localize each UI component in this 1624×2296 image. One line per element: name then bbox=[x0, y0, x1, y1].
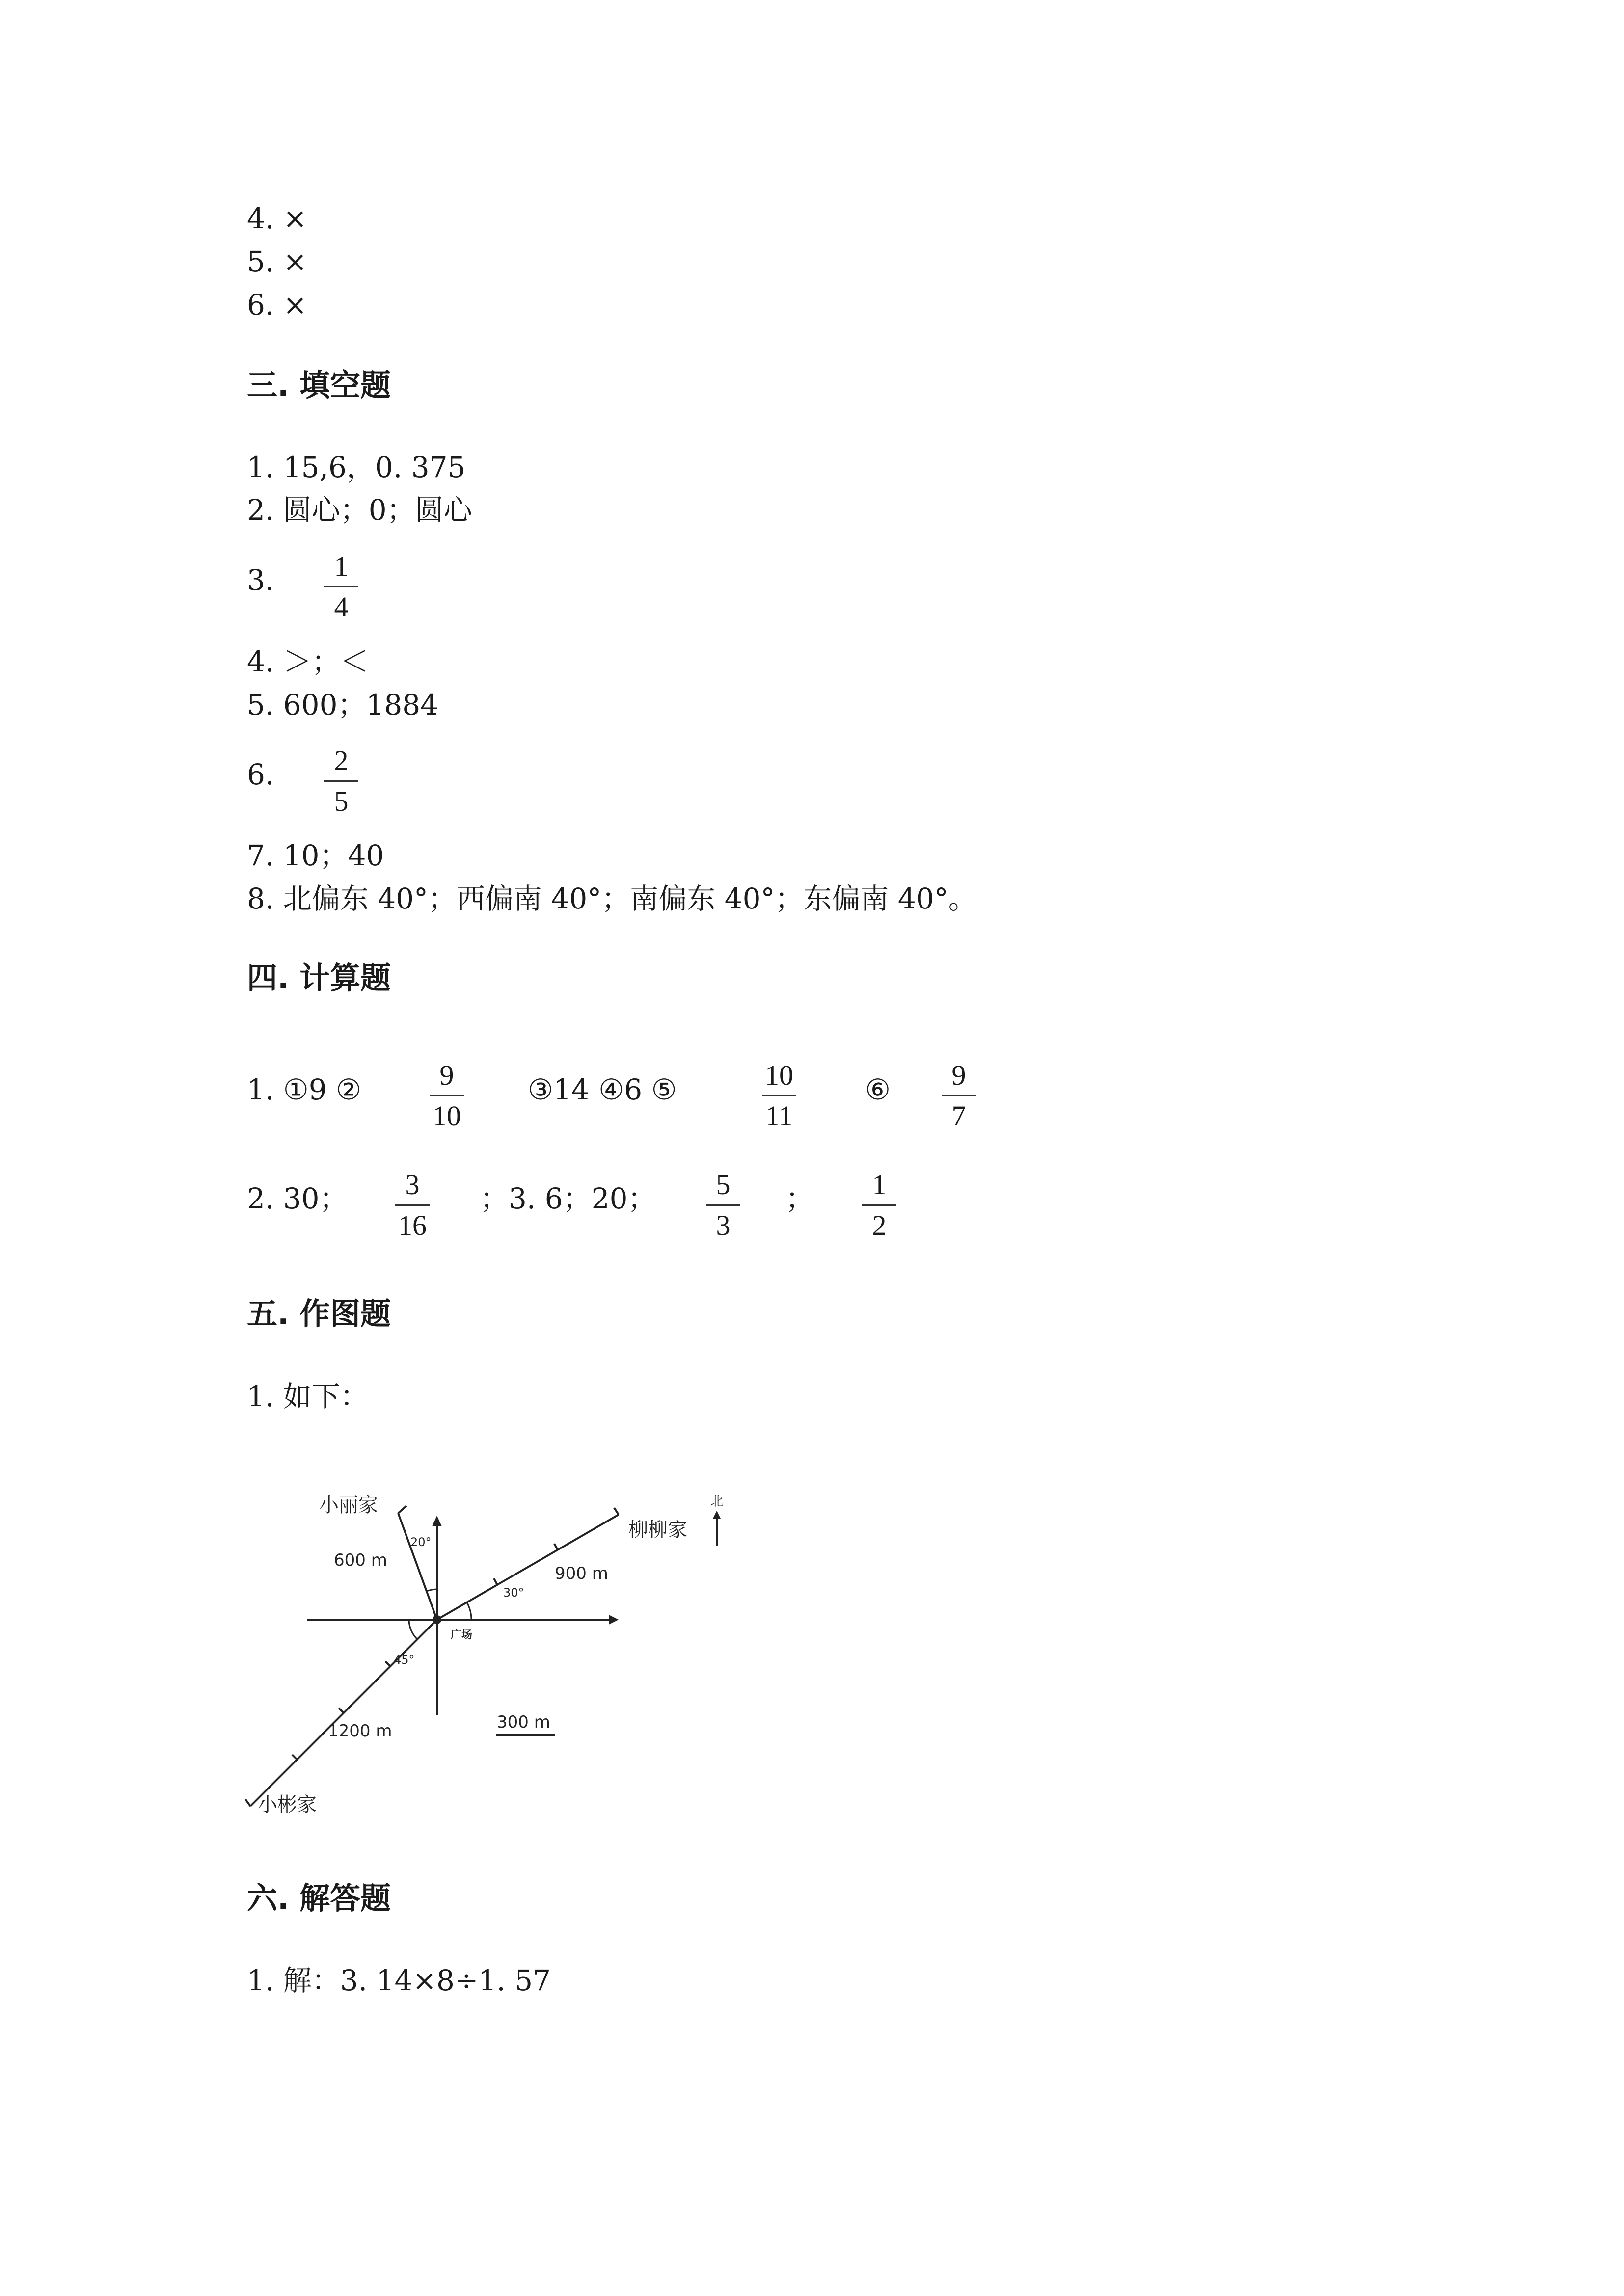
xiaobin-tick-1 bbox=[385, 1661, 390, 1666]
calc-q2-fraction-3 bbox=[847, 1167, 911, 1243]
angle-label-30: 30° bbox=[503, 1586, 524, 1600]
angle-label-20: 20° bbox=[410, 1535, 432, 1549]
fraction-denominator: 4 bbox=[334, 591, 349, 623]
fraction-numerator: 3 bbox=[405, 1169, 420, 1201]
calc-q2-fraction-1 bbox=[380, 1167, 444, 1243]
fraction-bar bbox=[395, 1204, 430, 1206]
xiaobin-label: 小彬家 bbox=[258, 1793, 317, 1816]
liuliu-label: 柳柳家 bbox=[628, 1519, 687, 1541]
fill-answer-6-prefix: 6. bbox=[247, 758, 274, 791]
scale-label: 300 m bbox=[497, 1712, 550, 1732]
fill-answer-3-fraction bbox=[309, 549, 373, 625]
calc-q2-prefix: 2. 30； bbox=[247, 1182, 348, 1215]
fill-answer-5: 5. 600；1884 bbox=[247, 688, 439, 721]
plaza-label: 广场 bbox=[451, 1629, 473, 1641]
fill-answer-1: 1. 15,6，0. 375 bbox=[247, 451, 466, 484]
fraction-denominator: 2 bbox=[872, 1209, 887, 1241]
fraction-bar bbox=[324, 780, 358, 782]
angle-arc-20 bbox=[427, 1589, 437, 1591]
liuliu-tick-1 bbox=[494, 1578, 497, 1585]
calc-q2-middle: ；3. 6；20； bbox=[480, 1182, 656, 1215]
calc-q1-fraction-1 bbox=[415, 1058, 479, 1134]
judge-item-6: 6. × bbox=[247, 288, 307, 321]
fill-answer-3-prefix: 3. bbox=[247, 563, 274, 597]
xiaobin-tick-3 bbox=[292, 1755, 297, 1760]
xiaoli-end-tick bbox=[398, 1506, 406, 1513]
fraction-denominator: 11 bbox=[765, 1100, 793, 1132]
answer-line-1: 1. 解：3. 14×8÷1. 57 bbox=[247, 1964, 551, 1997]
fill-answer-7: 7. 10；40 bbox=[247, 839, 384, 872]
fraction-bar bbox=[706, 1204, 740, 1206]
calc-q1-circle-6: ⑥ bbox=[865, 1073, 891, 1106]
fraction-denominator: 7 bbox=[951, 1100, 966, 1132]
fraction-bar bbox=[942, 1095, 976, 1096]
angle-arc-30 bbox=[467, 1602, 471, 1620]
distance-liuliu: 900 m bbox=[555, 1564, 608, 1583]
plaza-point bbox=[433, 1615, 441, 1624]
fraction-bar bbox=[762, 1095, 796, 1096]
direction-map-diagram bbox=[236, 1468, 776, 1821]
north-label: 北 bbox=[710, 1495, 724, 1509]
fraction-bar bbox=[324, 586, 358, 587]
calc-q1-fraction-2 bbox=[747, 1058, 811, 1134]
calc-heading: 四. 计算题 bbox=[247, 960, 391, 996]
fraction-numerator: 2 bbox=[334, 745, 349, 776]
fill-answer-2: 2. 圆心；0；圆心 bbox=[247, 493, 472, 527]
calc-q1-middle: ③14 ④6 ⑤ bbox=[528, 1073, 677, 1106]
fraction-numerator: 9 bbox=[439, 1059, 454, 1091]
xiaobin-tick-2 bbox=[339, 1708, 344, 1713]
fraction-denominator: 5 bbox=[334, 785, 349, 817]
fraction-numerator: 10 bbox=[765, 1059, 793, 1091]
fraction-bar bbox=[430, 1095, 464, 1096]
line-to-xiaoli bbox=[398, 1513, 437, 1620]
liuliu-tick-2 bbox=[554, 1544, 558, 1550]
fill-answer-8: 8. 北偏东 40°；西偏南 40°；南偏东 40°；东偏南 40°。 bbox=[247, 882, 977, 915]
fraction-numerator: 1 bbox=[334, 550, 349, 582]
answer-heading: 六. 解答题 bbox=[247, 1880, 391, 1916]
fraction-denominator: 3 bbox=[716, 1209, 731, 1241]
calc-q2-separator: ； bbox=[785, 1182, 814, 1215]
fraction-numerator: 1 bbox=[872, 1169, 887, 1201]
fraction-numerator: 9 bbox=[951, 1059, 966, 1091]
fraction-numerator: 5 bbox=[716, 1169, 731, 1201]
fill-heading: 三. 填空题 bbox=[247, 367, 391, 403]
fraction-denominator: 16 bbox=[398, 1209, 427, 1241]
calc-q2-fraction-2 bbox=[691, 1167, 755, 1243]
draw-heading: 五. 作图题 bbox=[247, 1296, 391, 1332]
draw-answer-1: 1. 如下： bbox=[247, 1380, 369, 1413]
xiaobin-end-tick bbox=[245, 1799, 250, 1806]
judge-item-4: 4. × bbox=[247, 202, 307, 235]
east-arrowhead bbox=[609, 1615, 619, 1625]
north-indicator-arrowhead bbox=[713, 1511, 721, 1519]
north-axis-arrowhead bbox=[432, 1516, 442, 1526]
fraction-denominator: 10 bbox=[433, 1100, 461, 1132]
xiaoli-label: 小丽家 bbox=[319, 1494, 378, 1517]
calc-q1-prefix: 1. ①9 ② bbox=[247, 1073, 362, 1106]
fill-answer-4: 4. ＞；＜ bbox=[247, 645, 369, 678]
fraction-bar bbox=[862, 1204, 896, 1206]
distance-xiaobin: 1200 m bbox=[328, 1721, 392, 1741]
angle-label-45: 45° bbox=[394, 1653, 415, 1667]
liuliu-end-tick bbox=[614, 1508, 619, 1515]
distance-xiaoli: 600 m bbox=[334, 1550, 387, 1570]
judge-item-5: 5. × bbox=[247, 245, 307, 278]
angle-arc-45 bbox=[409, 1620, 417, 1639]
calc-q1-fraction-3 bbox=[927, 1058, 991, 1134]
fill-answer-6-fraction bbox=[309, 743, 373, 819]
